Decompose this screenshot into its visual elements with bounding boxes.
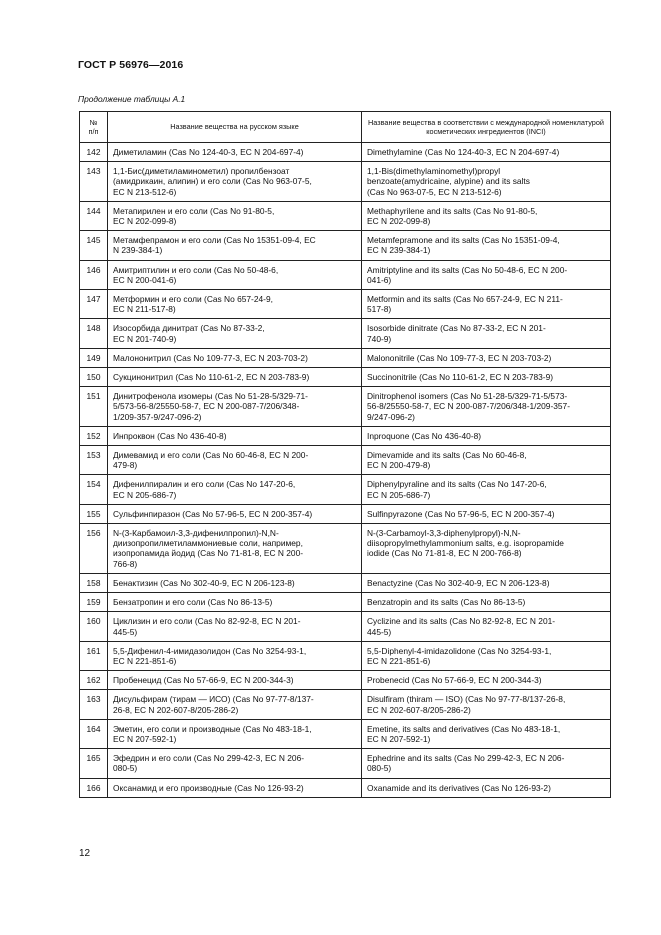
inci-name-cell: N-(3-Carbamoyl-3,3-diphenylpropyl)-N,N- diisopropylmethylammonium salts, e.g. isopropamide iodide (Cas No 71-81-8, EC N 200-766-8)	[362, 524, 611, 574]
russian-name-cell: Дифенилпиралин и его соли (Cas No 147-20-6, ЕС N 205-686-7)	[108, 475, 362, 504]
inci-name-cell: Succinonitrile (Cas No 110-61-2, EC N 203-783-9)	[362, 368, 611, 387]
russian-name-cell: Метапирилен и его соли (Cas No 91-80-5, ЕС N 202-099-8)	[108, 201, 362, 230]
column-header-inci-name: Название вещества в соответствии с международной номенклатурой косметических ингредиентов (INCI)	[362, 112, 611, 143]
table-row	[80, 612, 611, 641]
row-number-cell: 159	[80, 593, 108, 612]
russian-name-cell: Циклизин и его соли (Cas No 82-92-8, ЕС N 201- 445-5)	[108, 612, 362, 641]
inci-name-cell: Dimethylamine (Cas No 124-40-3, EC N 204-697-4)	[362, 143, 611, 162]
russian-name-cell: Сульфинпиразон (Cas No 57-96-5, ЕС N 200-357-4)	[108, 504, 362, 523]
inci-name-cell: Dimevamide and its salts (Cas No 60-46-8, EC N 200-479-8)	[362, 446, 611, 475]
row-number-cell: 149	[80, 348, 108, 367]
inci-name-cell: Emetine, its salts and derivatives (Cas No 483-18-1, EC N 207-592-1)	[362, 719, 611, 748]
table-row	[80, 690, 611, 719]
table-row	[80, 671, 611, 690]
row-number-cell: 154	[80, 475, 108, 504]
table-row	[80, 290, 611, 319]
russian-name-cell: Метформин и его соли (Cas No 657-24-9, ЕС N 211-517-8)	[108, 290, 362, 319]
russian-name-cell: Бензатропин и его соли (Cas No 86-13-5)	[108, 593, 362, 612]
russian-name-cell: Дисульфирам (тирам — ИСО) (Cas No 97-77-8/137- 26-8, ЕС N 202-607-8/205-286-2)	[108, 690, 362, 719]
row-number-cell: 143	[80, 162, 108, 202]
inci-name-cell: Benactyzine (Cas No 302-40-9, EC N 206-123-8)	[362, 573, 611, 592]
column-header-russian-name: Название вещества на русском языке	[108, 112, 362, 143]
russian-name-cell: Эметин, его соли и производные (Cas No 483-18-1, ЕС N 207-592-1)	[108, 719, 362, 748]
table-row	[80, 475, 611, 504]
table-header	[80, 112, 611, 143]
inci-name-cell: Inproquone (Cas No 436-40-8)	[362, 426, 611, 445]
inci-name-cell: Amitriptyline and its salts (Cas No 50-48-6, EC N 200- 041-6)	[362, 260, 611, 289]
row-number-cell: 147	[80, 290, 108, 319]
table-row	[80, 348, 611, 367]
table-body	[80, 143, 611, 798]
table-row	[80, 778, 611, 797]
russian-name-cell: Димевамид и его соли (Cas No 60-46-8, ЕС N 200- 479-8)	[108, 446, 362, 475]
row-number-cell: 142	[80, 143, 108, 162]
russian-name-cell: N-(3-Карбамоил-3,3-дифенилпропил)-N,N- диизопропилметиламмониевые соли, например, изопропамида йодид (Cas No 71-81-8, ЕС N 200- 766-8)	[108, 524, 362, 574]
russian-name-cell: Малононитрил (Cas No 109-77-3, ЕС N 203-703-2)	[108, 348, 362, 367]
russian-name-cell: Сукцинонитрил (Cas No 110-61-2, ЕС N 203-783-9)	[108, 368, 362, 387]
inci-name-cell: Methaphyrilene and its salts (Cas No 91-80-5, EC N 202-099-8)	[362, 201, 611, 230]
table-row	[80, 143, 611, 162]
russian-name-cell: Амитриптилин и его соли (Cas No 50-48-6, ЕС N 200-041-6)	[108, 260, 362, 289]
row-number-cell: 158	[80, 573, 108, 592]
table-row	[80, 231, 611, 260]
russian-name-cell: Оксанамид и его производные (Cas No 126-93-2)	[108, 778, 362, 797]
row-number-cell: 164	[80, 719, 108, 748]
inci-name-cell: Diphenylpyraline and its salts (Cas No 147-20-6, EC N 205-686-7)	[362, 475, 611, 504]
table-row	[80, 446, 611, 475]
russian-name-cell: Эфедрин и его соли (Cas No 299-42-3, ЕС N 206- 080-5)	[108, 749, 362, 778]
russian-name-cell: Метамфепрамон и его соли (Cas No 15351-09-4, ЕС N 239-384-1)	[108, 231, 362, 260]
column-header-number: № п/п	[80, 112, 108, 143]
inci-name-cell: Benzatropin and its salts (Cas No 86-13-5)	[362, 593, 611, 612]
inci-name-cell: Sulfinpyrazone (Cas No 57-96-5, EC N 200-357-4)	[362, 504, 611, 523]
table-row	[80, 387, 611, 427]
table-row	[80, 260, 611, 289]
table-caption: Продолжение таблицы А.1	[78, 94, 186, 104]
page-number: 12	[79, 848, 91, 859]
inci-name-cell: Metamfepramone and its salts (Cas No 15351-09-4, EC N 239-384-1)	[362, 231, 611, 260]
inci-name-cell: 5,5-Diphenyl-4-imidazolidone (Cas No 3254-93-1, EC N 221-851-6)	[362, 641, 611, 670]
table-row	[80, 749, 611, 778]
row-number-cell: 162	[80, 671, 108, 690]
row-number-cell: 150	[80, 368, 108, 387]
row-number-cell: 155	[80, 504, 108, 523]
row-number-cell: 165	[80, 749, 108, 778]
row-number-cell: 166	[80, 778, 108, 797]
inci-name-cell: Malononitrile (Cas No 109-77-3, EC N 203-703-2)	[362, 348, 611, 367]
inci-name-cell: Dinitrophenol isomers (Cas No 51-28-5/329-71-5/573- 56-8/25550-58-7, EC N 200-087-7/206/348-1/209-357- 9/247-096-2)	[362, 387, 611, 427]
inci-name-cell: Cyclizine and its salts (Cas No 82-92-8, EC N 201- 445-5)	[362, 612, 611, 641]
table-row	[80, 201, 611, 230]
row-number-cell: 156	[80, 524, 108, 574]
row-number-cell: 160	[80, 612, 108, 641]
table-row	[80, 524, 611, 574]
russian-name-cell: 5,5-Дифенил-4-имидазолидон (Cas No 3254-93-1, ЕС N 221-851-6)	[108, 641, 362, 670]
row-number-cell: 153	[80, 446, 108, 475]
row-number-cell: 148	[80, 319, 108, 348]
row-number-cell: 163	[80, 690, 108, 719]
table-row	[80, 426, 611, 445]
russian-name-cell: Инпроквон (Cas No 436-40-8)	[108, 426, 362, 445]
row-number-cell: 152	[80, 426, 108, 445]
document-header: ГОСТ Р 56976—2016	[78, 59, 184, 71]
table-row	[80, 573, 611, 592]
table-row	[80, 162, 611, 202]
inci-name-cell: Isosorbide dinitrate (Cas No 87-33-2, EC N 201- 740-9)	[362, 319, 611, 348]
row-number-cell: 161	[80, 641, 108, 670]
substances-table	[79, 111, 611, 798]
row-number-cell: 151	[80, 387, 108, 427]
russian-name-cell: Изосорбида динитрат (Cas No 87-33-2, ЕС N 201-740-9)	[108, 319, 362, 348]
inci-name-cell: Probenecid (Cas No 57-66-9, EC N 200-344-3)	[362, 671, 611, 690]
table-row	[80, 504, 611, 523]
table-row	[80, 719, 611, 748]
row-number-cell: 146	[80, 260, 108, 289]
table-row	[80, 368, 611, 387]
russian-name-cell: Пробенецид (Cas No 57-66-9, ЕС N 200-344-3)	[108, 671, 362, 690]
russian-name-cell: 1,1-Бис(диметиламинометил) пропилбензоат (амидрикаин, алипин) и его соли (Cas No 963-07-5, ЕС N 213-512-6)	[108, 162, 362, 202]
russian-name-cell: Динитрофенола изомеры (Cas No 51-28-5/329-71- 5/573-56-8/25550-58-7, ЕС N 200-087-7/206/348- 1/209-357-9/247-096-2)	[108, 387, 362, 427]
inci-name-cell: 1,1-Bis(dimethylaminomethyl)propyl benzoate(amydricaine, alypine) and its salts (Cas No 963-07-5, EC N 213-512-6)	[362, 162, 611, 202]
inci-name-cell: Metformin and its salts (Cas No 657-24-9, EC N 211- 517-8)	[362, 290, 611, 319]
russian-name-cell: Диметиламин (Cas No 124-40-3, ЕС N 204-697-4)	[108, 143, 362, 162]
inci-name-cell: Disulfiram (thiram — ISO) (Cas No 97-77-8/137-26-8, EC N 202-607-8/205-286-2)	[362, 690, 611, 719]
russian-name-cell: Бенактизин (Cas No 302-40-9, ЕС N 206-123-8)	[108, 573, 362, 592]
row-number-cell: 144	[80, 201, 108, 230]
header-row	[80, 112, 611, 143]
table-row	[80, 593, 611, 612]
row-number-cell: 145	[80, 231, 108, 260]
table-row	[80, 641, 611, 670]
inci-name-cell: Oxanamide and its derivatives (Cas No 126-93-2)	[362, 778, 611, 797]
table-row	[80, 319, 611, 348]
inci-name-cell: Ephedrine and its salts (Cas No 299-42-3, EC N 206- 080-5)	[362, 749, 611, 778]
